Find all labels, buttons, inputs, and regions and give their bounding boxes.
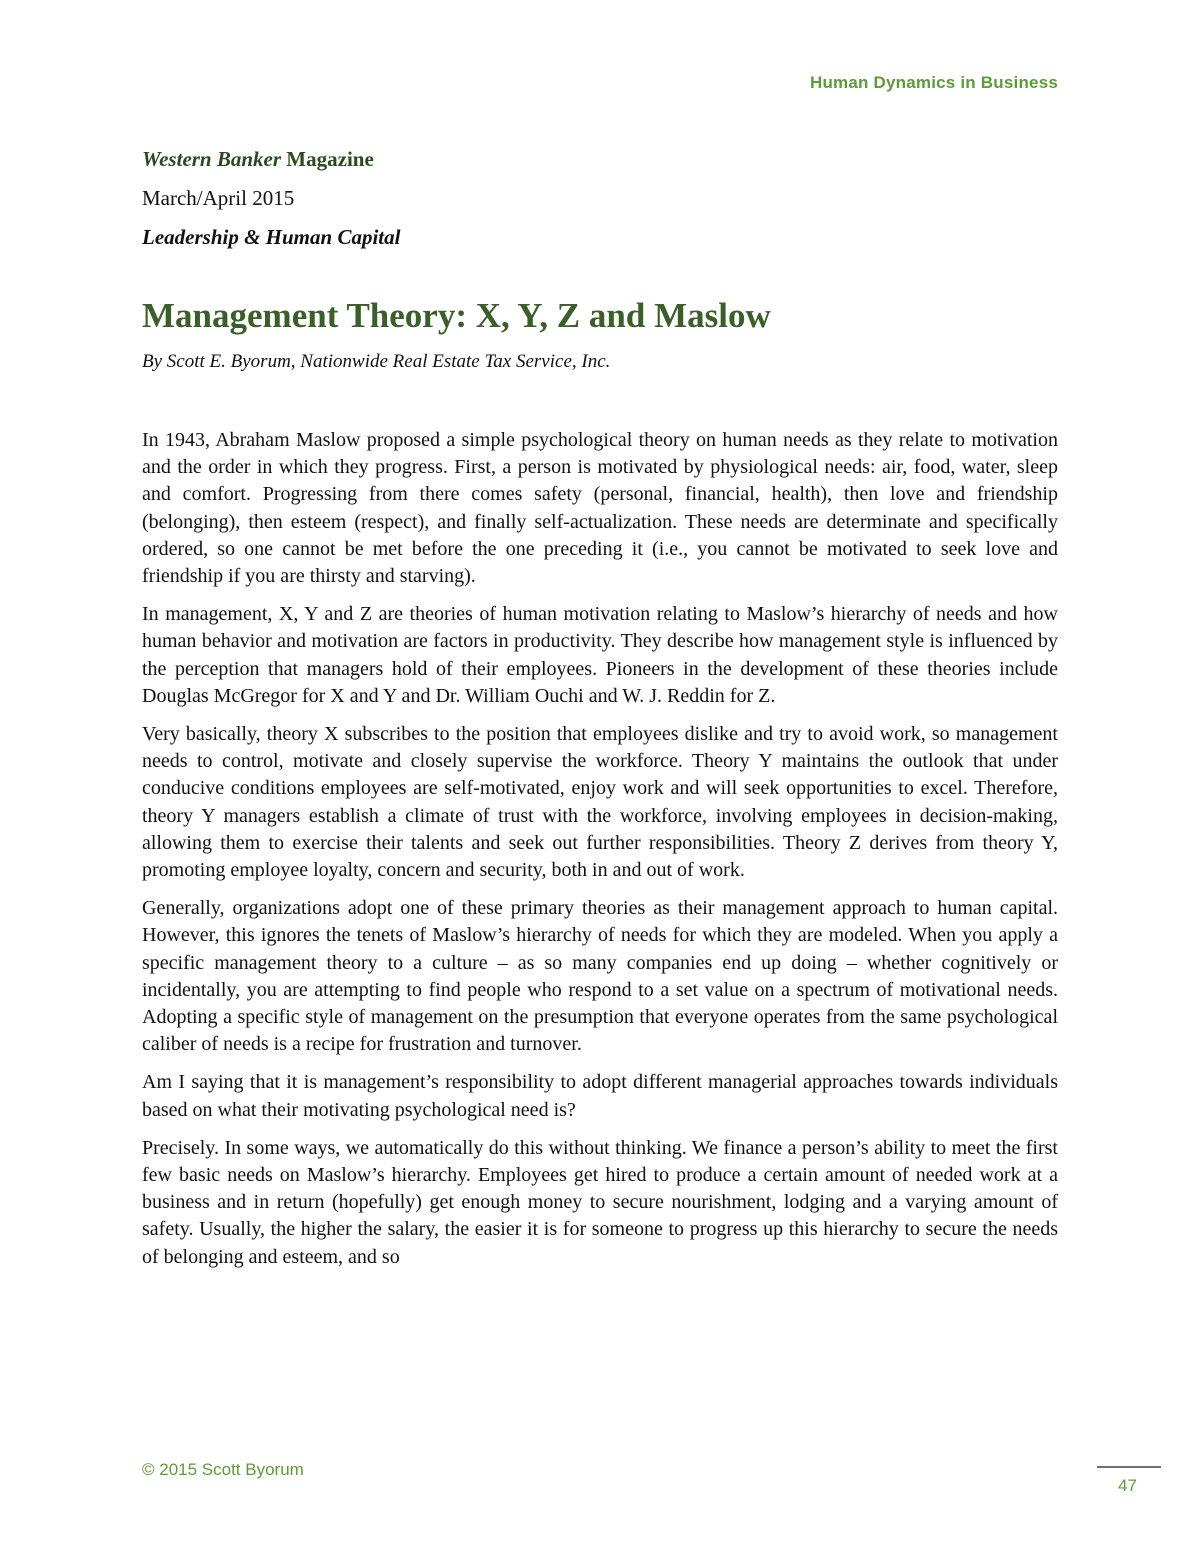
page-number: 47: [1118, 1476, 1137, 1495]
publication-line: [142, 140, 1058, 179]
paragraph: Precisely. In some ways, we automatically do this without thinking. We finance a person’s ability to meet the first few basic needs on Maslow’s hierarchy. Employees get hired to produce a certain amount of needed work at a business and in return (hopefully) get enough money to secure nourishment, lodging and a varying amount of safety. Usually, the higher the salary, the easier it is for someone to progress up this hierarchy to secure the needs of belonging and esteem, and so: [142, 1136, 1058, 1268]
paragraph: Generally, organizations adopt one of these primary theories as their management approach to human capital. However, this ignores the tenets of Maslow’s hierarchy of needs for which they are modeled. When you apply a specific management theory to a culture – as so many companies end up doing – whether cognitively or incidentally, you are attempting to find people who respond to a set value on a spectrum of motivational needs. Adopting a specific style of management on the presumption that everyone operates from the same psychological caliber of needs is a recipe for frustration and turnover.: [142, 897, 1058, 1056]
footer-divider: [1097, 1466, 1161, 1468]
publication-name: Western Banker: [142, 147, 282, 171]
section-name: Leadership & Human Capital: [142, 225, 401, 249]
paragraph: Am I saying that it is management’s responsibility to adopt different managerial approaches towards individuals based on what their motivating psychological need is?: [142, 1071, 1058, 1121]
footer-copyright: © 2015 Scott Byorum: [142, 1460, 304, 1479]
article-byline: By Scott E. Byorum, Nationwide Real Estate Tax Service, Inc.: [142, 351, 611, 372]
paragraph: In 1943, Abraham Maslow proposed a simple psychological theory on human needs as they relate to motivation and the order in which they progress. First, a person is motivated by physiological needs: air, food, water, sleep and comfort. Progressing from there comes safety (personal, financial, health), then love and friendship (belonging), then esteem (respect), and finally self-actualization. These needs are determinate and specifically ordered, so one cannot be met before the one preceding it (i.e., you cannot be motivated to seek love and friendship if you are thirsty and starving).: [142, 429, 1058, 588]
article-title: Management Theory: X, Y, Z and Maslow: [142, 296, 771, 335]
issue-date: March/April 2015: [142, 186, 295, 210]
paragraph: In management, X, Y and Z are theories of human motivation relating to Maslow’s hierarchy of needs and how human behavior and motivation are factors in productivity. They describe how management style is influenced by the perception that managers hold of their employees. Pioneers in the development of these theories include Douglas McGregor for X and Y and Dr. William Ouchi and W. J. Reddin for Z.: [142, 603, 1058, 707]
publication-suffix: Magazine: [281, 147, 374, 171]
running-header: Human Dynamics in Business: [810, 73, 1058, 92]
article-meta: [142, 140, 1058, 257]
article-body: [142, 427, 1058, 1282]
paragraph: Very basically, theory X subscribes to the position that employees dislike and try to avoid work, so management needs to control, motivate and closely supervise the workforce. Theory Y maintains the outlook that under conducive conditions employees are self-motivated, enjoy work and will seek opportunities to excel. Therefore, theory Y managers establish a climate of trust with the workforce, involving employees in decision-making, allowing them to exercise their talents and seek out further responsibilities. Theory Z derives from theory Y, promoting employee loyalty, concern and security, both in and out of work.: [142, 723, 1058, 882]
